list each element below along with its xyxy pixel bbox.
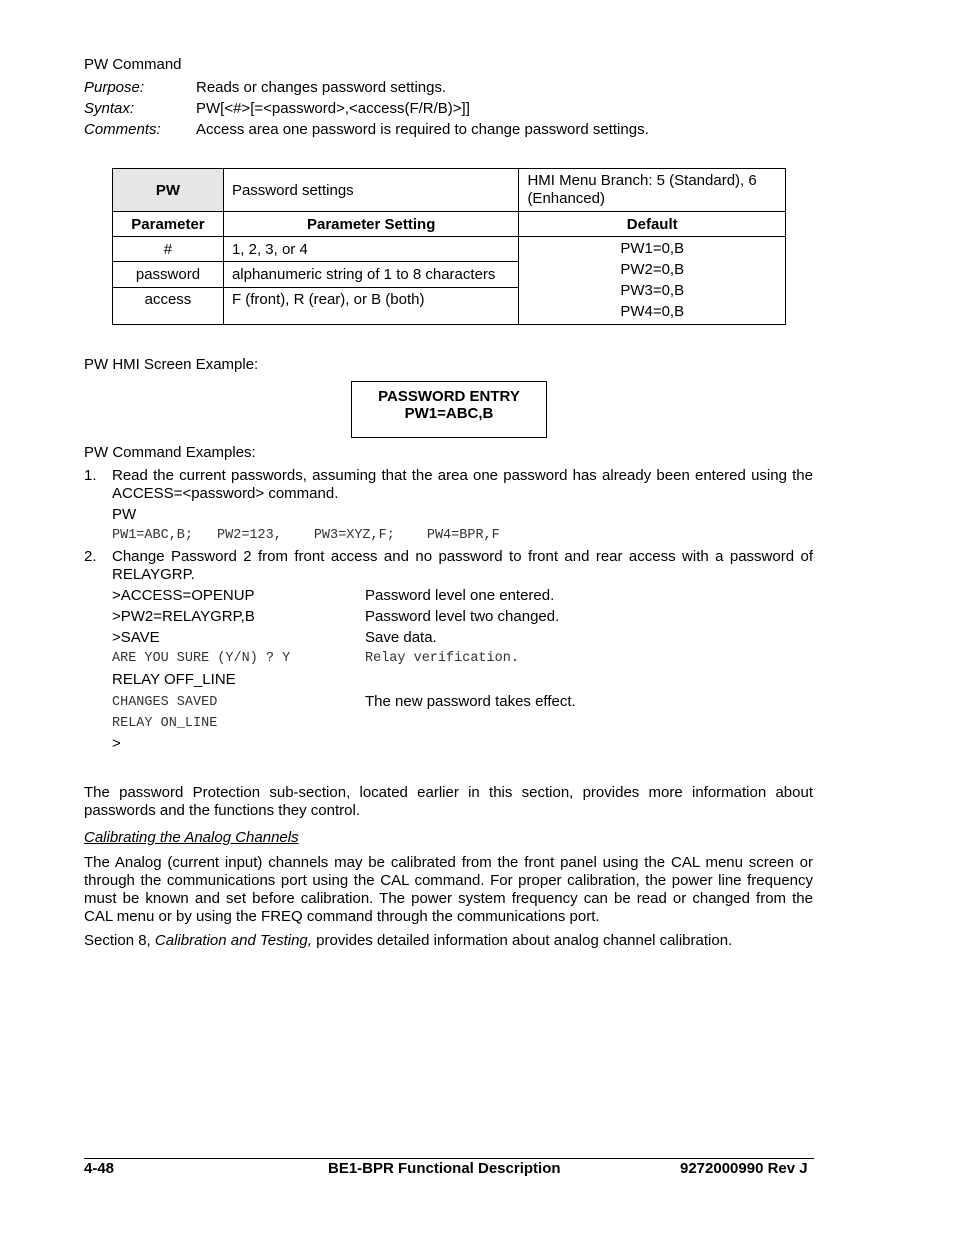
response-token: PW3=XYZ,F; [313,528,395,543]
example-2-note: Save data. [365,629,437,646]
parameter-cell: access [113,287,224,324]
column-header-default: Default [519,212,786,237]
parameter-cell: password [113,262,224,287]
setting-cell: F (front), R (rear), or B (both) [223,287,519,324]
footer-document-number: 9272000990 Rev J [680,1160,808,1177]
column-header-setting: Parameter Setting [223,212,519,237]
reference-title: Calibration and Testing, [154,932,312,949]
example-2-prompt: > [112,735,121,752]
reference-text: Section 8, [84,932,155,949]
pw-parameter-table [112,168,786,325]
reference-text: provides detailed information about analog channel calibration. [311,932,733,949]
hmi-example-label: PW HMI Screen Example: [84,356,259,373]
table-description-cell: Password settings [223,169,519,212]
table-row [113,237,786,262]
example-2-response: ARE YOU SURE (Y/N) ? Y [112,651,291,666]
response-token: PW1=ABC,B; [112,528,194,543]
table-command-cell: PW [113,169,224,212]
parameter-cell: # [113,237,224,262]
hmi-screen-box [351,381,547,438]
protection-paragraph: The password Protection sub-section, located earlier in this section, provides more information about passwords and the functions they control. [84,784,813,819]
example-2-note: The new password takes effect. [365,693,576,710]
purpose-text: Reads or changes password settings. [196,79,447,96]
calibration-subheading: Calibrating the Analog Channels [84,829,299,846]
examples-label: PW Command Examples: [84,444,256,461]
example-2-note-mono: Relay verification. [365,651,519,666]
footer-title: BE1-BPR Functional Description [328,1160,561,1177]
example-1-response [112,528,500,543]
section-reference-paragraph [84,932,732,949]
hmi-line: PASSWORD ENTRY [378,388,520,405]
example-2-text: Change Password 2 from front access and no password to front and rear access with a password of RELAYGRP. [112,548,813,583]
setting-cell: 1, 2, 3, or 4 [223,237,519,262]
response-token: PW4=BPR,F [426,528,500,543]
defaults-cell [519,237,786,325]
example-1-command: PW [112,506,137,523]
example-2-command: >PW2=RELAYGRP,B [112,608,255,625]
example-1-text: Read the current passwords, assuming that the area one password has already been entered using the ACCESS=<password> command. [112,467,813,502]
section-heading: PW Command [84,56,182,73]
purpose-label: Purpose: [84,79,145,96]
default-value: PW3=0,B [620,282,685,299]
syntax-text: PW[<#>[=<password>,<access(F/R/B)>]] [196,100,470,117]
default-value: PW4=0,B [620,303,685,320]
syntax-label: Syntax: [84,100,135,117]
comments-label: Comments: [84,121,161,138]
example-2-response: CHANGES SAVED [112,695,218,710]
footer-rule [84,1158,814,1159]
table-hmi-branch-cell: HMI Menu Branch: 5 (Standard), 6 (Enhanced) [519,169,786,212]
footer-page-number: 4-48 [84,1160,115,1177]
example-2-response: RELAY ON_LINE [112,716,218,731]
analog-paragraph: The Analog (current input) channels may be calibrated from the front panel using the CAL menu screen or through the communications port using the CAL command. For proper calibration, the power line frequency must be known and set before calibration. The power system frequency can be read or changed from the CAL menu or by using the FREQ command through the communications port. [84,854,813,925]
example-2-command: >SAVE [112,629,160,646]
example-2-note: Password level one entered. [365,587,555,604]
response-token: PW2=123, [217,528,282,543]
default-value: PW1=0,B [620,240,685,257]
example-2-command: >ACCESS=OPENUP [112,587,255,604]
comments-text: Access area one password is required to change password settings. [196,121,649,138]
example-number: 1. [84,467,97,484]
example-2-note: Password level two changed. [365,608,560,625]
example-number: 2. [84,548,97,565]
setting-cell: alphanumeric string of 1 to 8 characters [223,262,519,287]
hmi-line: PW1=ABC,B [404,405,494,422]
example-2-command: RELAY OFF_LINE [112,671,236,688]
column-header-parameter: Parameter [113,212,224,237]
default-value: PW2=0,B [620,261,685,278]
